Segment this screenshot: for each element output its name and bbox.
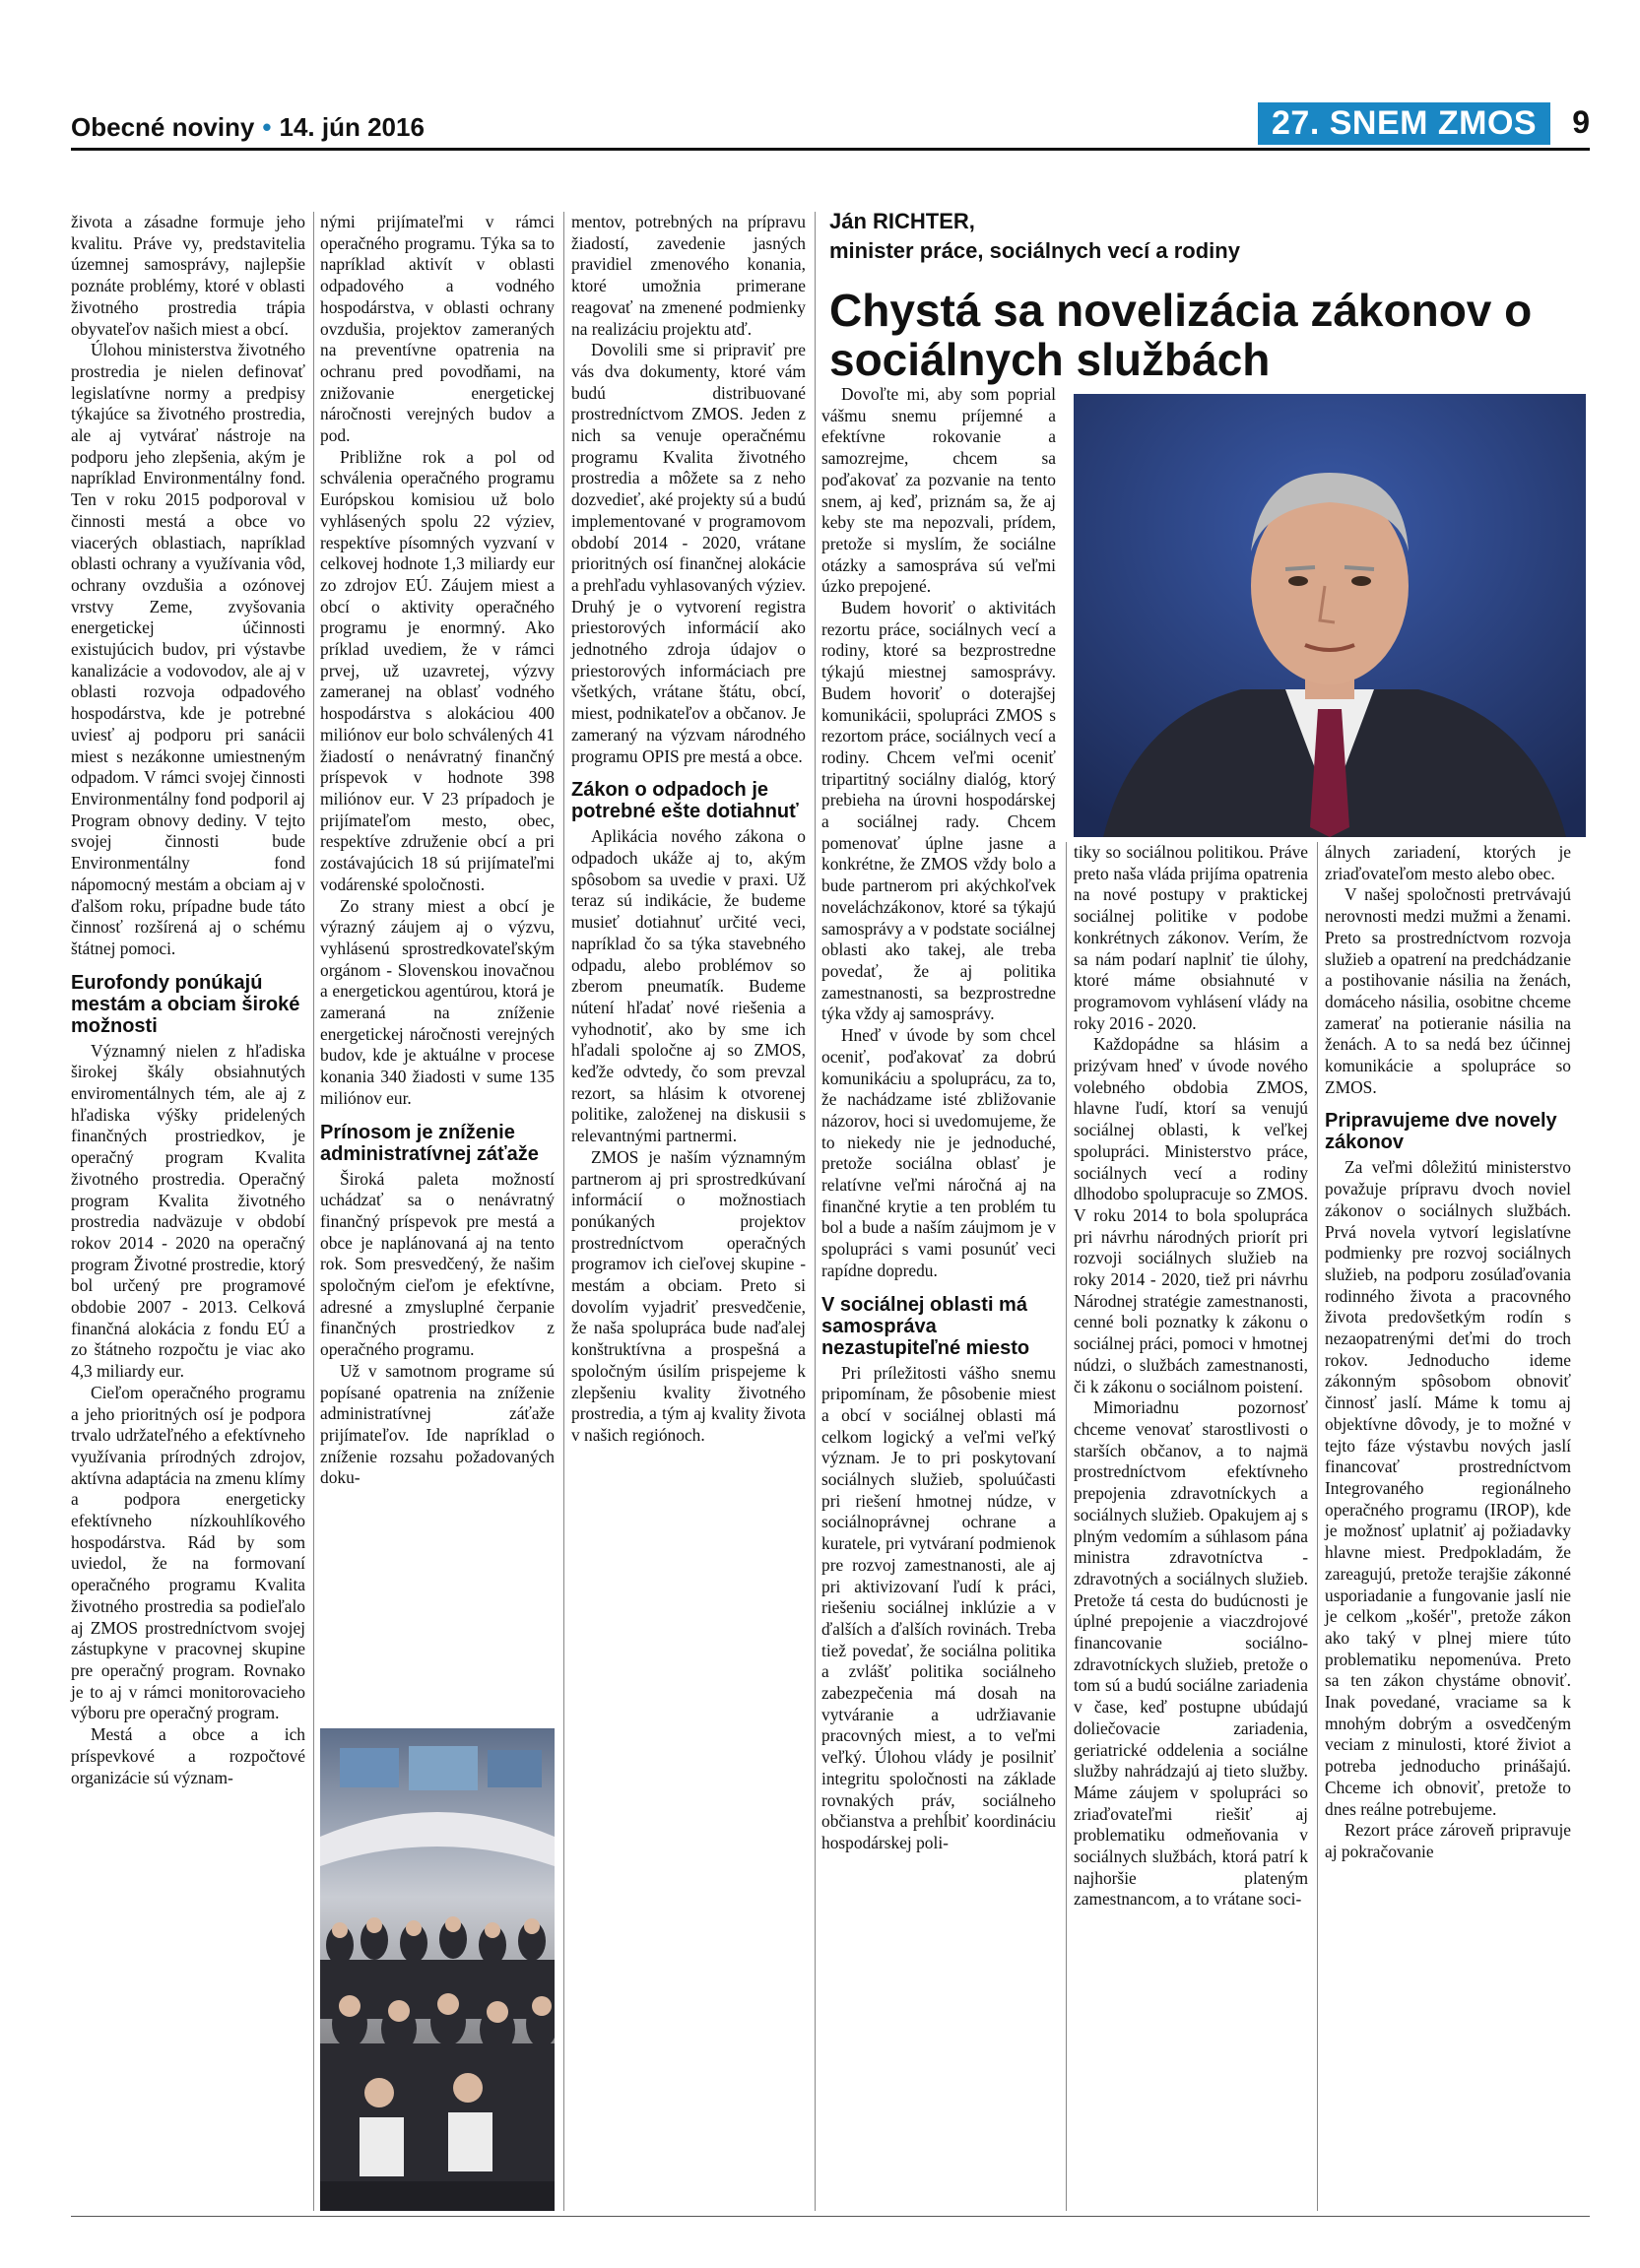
column-2 [320,212,555,1489]
column-divider [313,212,314,2211]
footer-rule [71,2216,1590,2217]
column-divider [1066,842,1067,2211]
paragraph: Už v samotnom programe sú popísané opatrenia na zníženie administratívnej záťaže prijímateľov. Ide napríklad o zníženie rozsahu požadovaných doku- [320,1360,555,1488]
issue-date: 14. jún 2016 [279,112,425,142]
author-block [829,207,1578,266]
paragraph: Mestá a obce a ich príspevkové a rozpočtové organizácie sú význam- [71,1724,305,1787]
paragraph: života a zásadne formuje jeho kvalitu. Práve vy, predstavitelia územnej samosprávy, najlepšie poznáte problémy, ktoré v oblasti životného prostredia trápia obyvateľov našich miest a obcí. [71,212,305,339]
masthead-paper-date [71,112,425,143]
author-role: minister práce, sociálnych vecí a rodiny [829,238,1240,263]
masthead-rule [71,148,1590,151]
masthead-separator: • [262,112,272,142]
column-divider [815,212,816,2211]
paragraph: Hneď v úvode by som chcel oceniť, poďakovať za dobrú komunikáciu a spoluprácu, za to, že nachádzame isté zbližovanie názorov, hoci si uvedomujeme, že to niekedy nie je jednoduché, pretože sociálna oblasť je relatívne veľmi náročná aj na finančné krytie a ten problém tu bol a bude a naším záujmom je v spolupráci s vami posunúť veci rapídne dopredu. [821,1025,1056,1280]
portrait-image [1074,394,1586,837]
subheading: Zákon o odpadoch je potrebné ešte dotiahnuť [571,779,799,823]
paper-name: Obecné noviny [71,112,255,142]
paragraph: Úlohou ministerstva životného prostredia je nielen definovať legislatívne normy a predpisy týkajúce sa životného prostredia, ale aj vytvárať nástroje na podporu jeho zlepšenia, akým je napríklad Environmentálny fond. Ten v roku 2015 podporoval v činnosti mestá a obce vo viacerých oblastiach, napríklad oblasti ochrany a využívania vôd, ochrany ovzdušia a ozónovej vrstvy Zeme, zvyšovania energetickej účinnosti existujúcich budov, pri výstavbe kanalizácie a vodovodov, ale aj v oblasti rozvoja odpadového hospodárstva, kde je potrebné uviesť aj podporu pri sanácii miest s nezákonne umiestneným odpadom. V rámci svojej činnosti Environmentálny fond podporil aj Program obnovy dediny. V tejto svojej činnosti bude Environmentálny fond nápomocný mestám a obciam aj v ďalšom roku, prípadne bude táto činnosť rozšírená aj o schému štátnej pomoci. [71,340,305,958]
conference-audience-image [320,1728,555,2211]
paragraph: Cieľom operačného programu a jeho prioritných osí je podpora trvalo udržateľného a efektívneho využívania prírodných zdrojov, aktívna adaptácia na zmenu klímy a podpora energeticky efektívneho nízkouhlíkového hospodárstva. Rád by som uviedol, že na formovaní operačného programu Kvalita životného prostredia sa podieľalo aj ZMOS prostredníctvom svojej zástupkyne v pracovnej skupine pre operačný program. Rovnako je to aj v rámci monitorovacieho výboru pre operačný program. [71,1382,305,1723]
subheading: Prínosom je zníženie administratívnej záťaže [320,1121,539,1165]
masthead [71,98,1590,148]
column-3 [571,212,806,1447]
paragraph: nými prijímateľmi v rámci operačného programu. Týka sa to napríklad aktivít v oblasti odpadového a vodného hospodárstva, v oblasti ochrany ovzdušia, projektov zameraných na preventívne opatrenia na ochranu pred povodňami, na znižovanie energetickej náročnosti verejných budov a pod. [320,212,555,446]
conference-hall-photo [320,1728,555,2211]
paragraph: Pri príležitosti vášho snemu pripomínam, že pôsobenie miest a obcí v sociálnej oblasti má celkom logický a veľmi veľký význam. Je to pri poskytovaní sociálnych služieb, spoluúčasti pri riešení hmotnej núdze, v sociálnoprávnej ochrane a kuratele, pri vytváraní podmienok pre rozvoj zamestnanosti, ale aj pri aktivizovaní ľudí k práci, riešeniu sociálnej inklúzie a v ďalších a ďalších rovinách. Treba tiež povedať, že sociálna politika a zvlášť politika sociálneho zabezpečenia má dosah na vytváranie a udržiavanie pracovných miest, a to veľmi veľký. Úlohou vlády je posilniť integritu spoločnosti na základe rovnakých práv, sociálneho občianstva a prehĺbiť koordináciu hospodárskej poli- [821,1362,1056,1852]
section-label: 27. SNEM ZMOS [1258,102,1550,145]
page-number: 9 [1572,104,1590,140]
paragraph: ZMOS je naším významným partnerom aj pri sprostredkúvaní informácií o možnostiach ponúkaných projektov prostredníctvom operačných programov ich cieľovej skupine - mestám a obciam. Preto si dovolím vyjadriť presvedčenie, že naša spolupráca bude naďalej konštruktívna a prospešná a spoločným úsilím prispejeme k zlepšeniu kvality životného prostredia, a tým aj kvality života v našich regiónoch. [571,1146,806,1445]
paragraph: Budem hovoriť o aktivitách rezortu práce, sociálnych vecí a rodiny, ktoré sa bezprostredne týkajú miestnej samosprávy. Budem hovoriť o doterajšej komunikácii, spolupráci ZMOS s rezortom práce, sociálnych vecí a rodiny. Chcem veľmi oceniť tripartitný sociálny dialóg, ktorý prebieha na úrovni hospodárskej a sociálnej rady. Chcem pomenovať úplne jasne a konkrétne, že ZMOS vždy bolo a bude partnerom pri akýchkoľvek noveláchzákonov, ktoré sa týkajú samosprávy a v podstate sociálnej oblasti ako takej, ale treba povedať, že aj politika zamestnanosti, sa bezprostredne týka vždy aj samosprávy. [821,598,1056,1024]
paragraph: tiky so sociálnou politikou. Práve preto naša vláda prijíma opatrenia na nové postupy v praktickej sociálnej politike v podobe konkrétnych zákonov. Verím, že sa nám podarí naplniť tie úlohy, ktoré máme obsiahnuté v programovom vyhlásení vlády na roky 2016 - 2020. [1074,842,1308,1033]
author-name: Ján RICHTER, [829,209,975,233]
subheading: V sociálnej oblasti má samospráva nezastupiteľné miesto [821,1293,1030,1359]
paragraph: mentov, potrebných na prípravu žiadostí, zavedenie jasných pravidiel zmenového konania, ktoré umožnia primerane reagovať na zmenené podmienky na realizáciu projektu atď. [571,212,806,339]
subheading: Pripravujeme dve novely zákonov [1325,1110,1557,1154]
paragraph: Zo strany miest a obcí je výrazný záujem aj o výzvu, vyhlásenú sprostredkovateľským orgánom - Slovenskou inovačnou a energetickou agentúrou, ktorá je zameraná na zníženie energetickej náročnosti verejných budov, kde je aktuálne v procese konania 340 žiadosti v sume 135 miliónov eur. [320,895,555,1108]
paragraph: V našej spoločnosti pretrvávajú nerovnosti medzi mužmi a ženami. Preto sa prostredníctvom rozvoja služieb a opatrení na predchádzanie a postihovanie násilia na ženách, domáceho násilia, osobitne chceme zamerať na potieranie násilia na ženách. A to sa nedá bez účinnej komunikácie a spolupráce so ZMOS. [1325,884,1571,1097]
paragraph: Mimoriadnu pozornosť chceme venovať starostlivosti o starších občanov, a to najmä prostredníctvom efektívneho prepojenia zdravotníckych a sociálnych služieb. Opakujem aj s plným vedomím a súhlasom pána ministra zdravotníctva - zdravotných a sociálnych služieb. Pretože tá cesta do budúcnosti je úplné prepojenie a viaczdrojové financovanie sociálno-zdravotníckych služieb, pretože o tom sú a budú sociálne zariadenia v čase, keď postupne ubúdajú doliečovacie zariadenia, geriatrické oddelenia a sociálne služby nahrádzajú aj tieto služby. Máme záujem v spolupráci so zriaďovateľmi riešiť aj problematiku odmeňovania v sociálnych službách, ktorá patrí k najhoršie plateným zamestnancom, a to vrátane soci- [1074,1397,1308,1910]
column-5 [1074,842,1308,1911]
column-6 [1325,842,1571,1863]
subheading: Eurofondy ponúkajú mestám a obciam široké možnosti [71,971,300,1037]
paragraph: Významný nielen z hľadiska širokej škály obsiahnutých enviromentálnych tém, ale aj z hľadiska výšky pridelených finančných prostriedkov, je operačný program Kvalita životného prostredia. Operačný program Kvalita životného prostredia nadväzuje v období rokov 2014 - 2020 na operačný program Životné prostredie, ktorý bol určený pre programové obdobie 2007 - 2013. Celková finančná alokácia z fondu EÚ a zo štátneho rozpočtu je viac ako 4,3 miliardy eur. [71,1040,305,1382]
paragraph: Široká paleta možností uchádzať sa o nenávratný finančný príspevok pre mestá a obce je naplánovaná aj na tento rok. Som presvedčený, že našim spoločným cieľom je efektívne, adresné a zmysluplné čerpanie finančných prostriedkov z operačného programu. [320,1168,555,1360]
paragraph: Za veľmi dôležitú ministerstvo považuje prípravu dvoch noviel zákonov o sociálnych službách. Prvá novela vytvorí legislatívne podmienky pre rozvoj sociálnych služieb, na podporu zosúlaďovania rodinného života a pracovného života predovšetkým rodín s nezaopatrenými deťmi do troch rokov. Jednoducho ideme zákonným spôsobom obnoviť činnosť jaslí. Máme k tomu aj objektívne dôvody, je to možné v tejto fáze výstavbu nových jaslí financovať prostredníctvom Integrovaného regionálneho operačného programu (IROP), kde je možnosť uplatniť aj požiadavky hlavne miest. Predpokladám, že zareagujú, pretože terajšie zákonné usporiadanie a fungovanie jaslí nie je celkom „košér", pretože zákon ako taký v plnej miere túto problematiku nepomenúva. Preto sa ten zákon chystáme obnoviť. Inak povedané, vraciame sa k mnohým dobrým a osvedčeným veciam z minulosti, ktoré živiot a potreba jednoducho prinášajú. Chceme ich obnoviť, pretože to dnes reálne potrebujeme. [1325,1157,1571,1819]
paragraph: Približne rok a pol od schválenia operačného programu Európskou komisiou už bolo vyhlásených spolu 22 výziev, respektíve písomných vyzvaní v celkovej hodnote 1,3 miliardy eur zo zdrojov EÚ. Záujem miest a obcí o aktivity operačného programu je enormný. Ako príklad uvediem, že v rámci prvej, už uzavretej, výzvy zameranej na oblasť vodného hospodárstva s alokáciou 400 miliónov eur bolo schválených 41 žiadostí o nenávratný finančný príspevok v hodnote 398 miliónov eur. V 23 prípadoch je prijímateľom mesto, obec, respektíve združenie obcí a pri zostávajúcich 18 sú prijímateľmi vodárenské spoločnosti. [320,446,555,894]
column-divider [563,212,564,2211]
column-1 [71,212,305,1788]
column-divider [1317,842,1318,2211]
article-headline: Chystá sa novelizácia zákonov o sociálnych službách [829,285,1533,385]
paragraph: Každopádne sa hlásim a prizývam hneď v úvode nového volebného obdobia ZMOS, hlavne ľudí, ktorí sa venujú sociálnej oblasti, k veľkej spolupráci. Ministerstvo práce, sociálnych vecí a rodiny dlhodobo spolupracuje so ZMOS. V roku 2014 to bola spolupráca pri návrhu národných priorít pri rozvoji sociálnych služieb na roky 2014 - 2020, tiež pri návrhu Národnej stratégie zamestnanosti, cenné boli poznatky k zákonu o sociálnej práci, pomoci v hmotnej núdzi, o službách zamestnanosti, či k zákonu o sociálnom poistení. [1074,1034,1308,1396]
paragraph: álnych zariadení, ktorých je zriaďovateľom mesto alebo obec. [1325,842,1571,883]
paragraph: Dovoľte mi, aby som poprial vášmu snemu príjemné a efektívne rokovanie a samozrejme, chcem sa poďakovať za pozvanie na tento snem, aj keď, priznám sa, že aj keby ste ma nepozvali, prídem, pretože si myslím, že sociálne otázky a samospráva sú veľmi úzko prepojené. [821,384,1056,597]
column-4 [821,384,1056,1854]
paragraph: Aplikácia nového zákona o odpadoch ukáže aj to, akým spôsobom sa uvedie v praxi. Už teraz sú indikácie, že budeme musieť dotiahnuť určité veci, napríklad čo sa týka stavebného odpadu, alebo problémov so zberom pneumatík. Budeme nútení hľadať nové riešenia a vyhodnotiť, ako by sme ich hľadali spoločne aj so ZMOS, keďže odvtedy, čo som prevzal rezort, sa hlásim k otvorenej politike, založenej na diskusii s relevantnými partnermi. [571,826,806,1146]
paragraph: Rezort práce zároveň pripravuje aj pokračovanie [1325,1820,1571,1861]
minister-portrait-photo [1074,394,1586,837]
paragraph: Dovolili sme si pripraviť pre vás dva dokumenty, ktoré vám budú distribuované prostredníctvom ZMOS. Jeden z nich sa venuje operačnému programu Kvalita životného prostredia a môžete sa z neho dozvedieť, aké projekty sú a budú implementované v programovom období 2014 - 2020, vrátane prioritných osí finančnej alokácie a prehľadu vyhlasovaných výziev. Druhý je o vytvorení registra priestorových informácií ako jednotného zdroja údajov o priestorových informáciach pre všetkých, vrátane štátu, obcí, miest, podnikateľov a občanov. Je zameraný na výzvam národného programu OPIS pre mestá a obce. [571,340,806,766]
